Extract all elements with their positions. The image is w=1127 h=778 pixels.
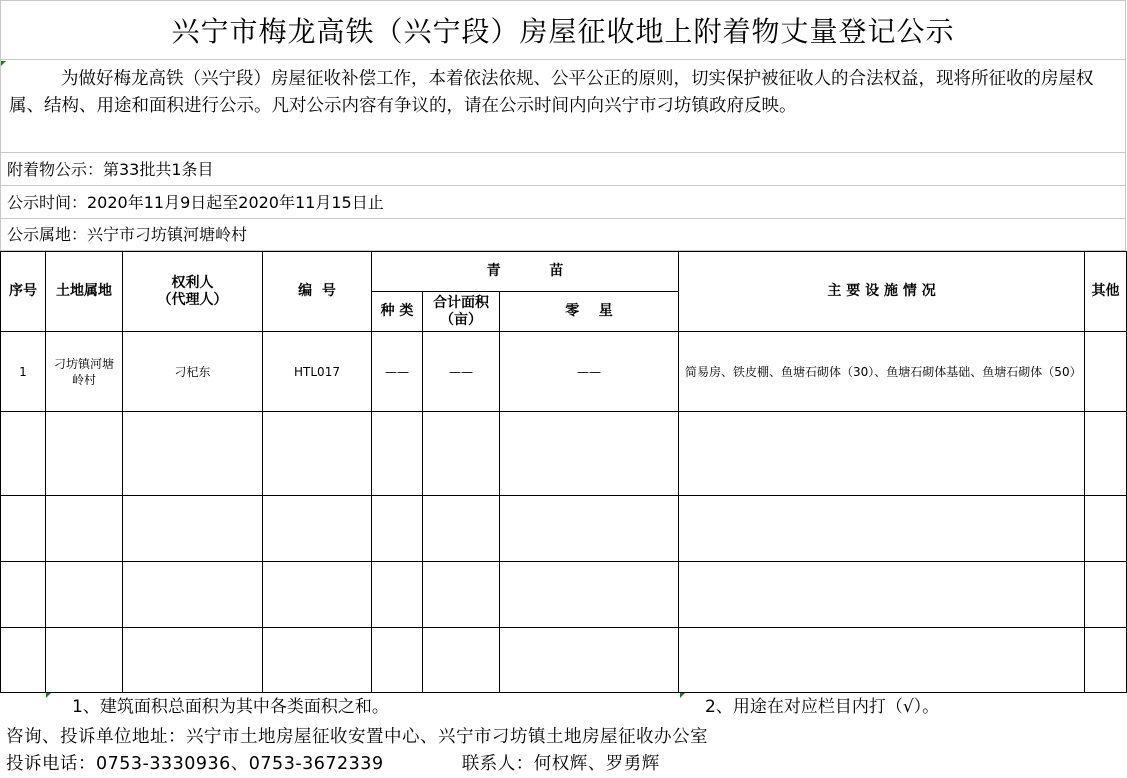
header-crop-type: 种 类 [372,292,423,332]
row-scattered: —— [500,332,679,412]
footer-address: 咨询、投诉单位地址：兴宁市土地房屋征收安置中心、兴宁市刁坊镇土地房屋征收办公室 [6,727,708,747]
header-crops: 青 苗 [372,252,679,292]
registration-table [0,251,1127,693]
table-row-empty [1,628,1127,693]
footer-phone-row [0,750,1126,778]
row-area: —— [423,332,500,412]
cell-marker-icon [46,693,51,698]
table-row-empty [1,412,1127,496]
header-scattered: 零 星 [500,292,679,332]
batch-info: 附着物公示：第33批共1条目 [0,153,1126,186]
notice-title: 兴宁市梅龙高铁（兴宁段）房屋征收地上附着物丈量登记公示 [0,0,1126,60]
row-other [1085,332,1127,412]
table-row-empty [1,496,1127,562]
row-facilities: 简易房、铁皮棚、鱼塘石砌体（30）、鱼塘石砌体基础、鱼塘石砌体（50） [679,332,1085,412]
row-code: HTL017 [263,332,372,412]
row-land: 刁坊镇河塘岭村 [46,332,123,412]
header-land: 土地属地 [46,252,123,332]
header-facilities: 主 要 设 施 情 况 [679,252,1085,332]
table-row-empty [1,562,1127,628]
row-crop-type: —— [372,332,423,412]
cell-marker-icon [680,693,685,698]
header-owner-line2: （代理人） [157,291,228,308]
note-building-area: 1、建筑面积总面积为其中各类面积之和。 [72,697,389,717]
header-owner-line1: 权利人 [171,274,214,291]
row-owner: 刁杞东 [123,332,263,412]
note-usage: 2、用途在对应栏目内打（√）。 [705,697,940,717]
intro-paragraph: 为做好梅龙高铁（兴宁段）房屋征收补偿工作，本着依法依规、公平公正的原则，切实保护被征收人的合法权益，现将所征收的房屋权属、结构、用途和面积进行公示。凡对公示内容有争议的，请在公示时间内向兴宁市刁坊镇政府反映。 [0,60,1126,153]
header-code: 编 号 [263,252,372,332]
header-seq: 序号 [1,252,46,332]
footer-contact: 联系人：何权辉、罗勇辉 [461,754,660,774]
header-area [423,292,500,332]
header-other: 其他 [1085,252,1127,332]
row-seq: 1 [1,332,46,412]
location-info: 公示属地：兴宁市刁坊镇河塘岭村 [0,218,1126,251]
footer-phone: 投诉电话：0753-3330936、0753-3672339 [6,754,384,774]
header-area-line2: （亩） [440,311,482,328]
header-area-line1: 合计面积 [433,294,489,311]
header-owner [123,252,263,332]
table-row [1,332,1127,412]
period-info: 公示时间：2020年11月9日起至2020年11月15日止 [0,186,1126,219]
